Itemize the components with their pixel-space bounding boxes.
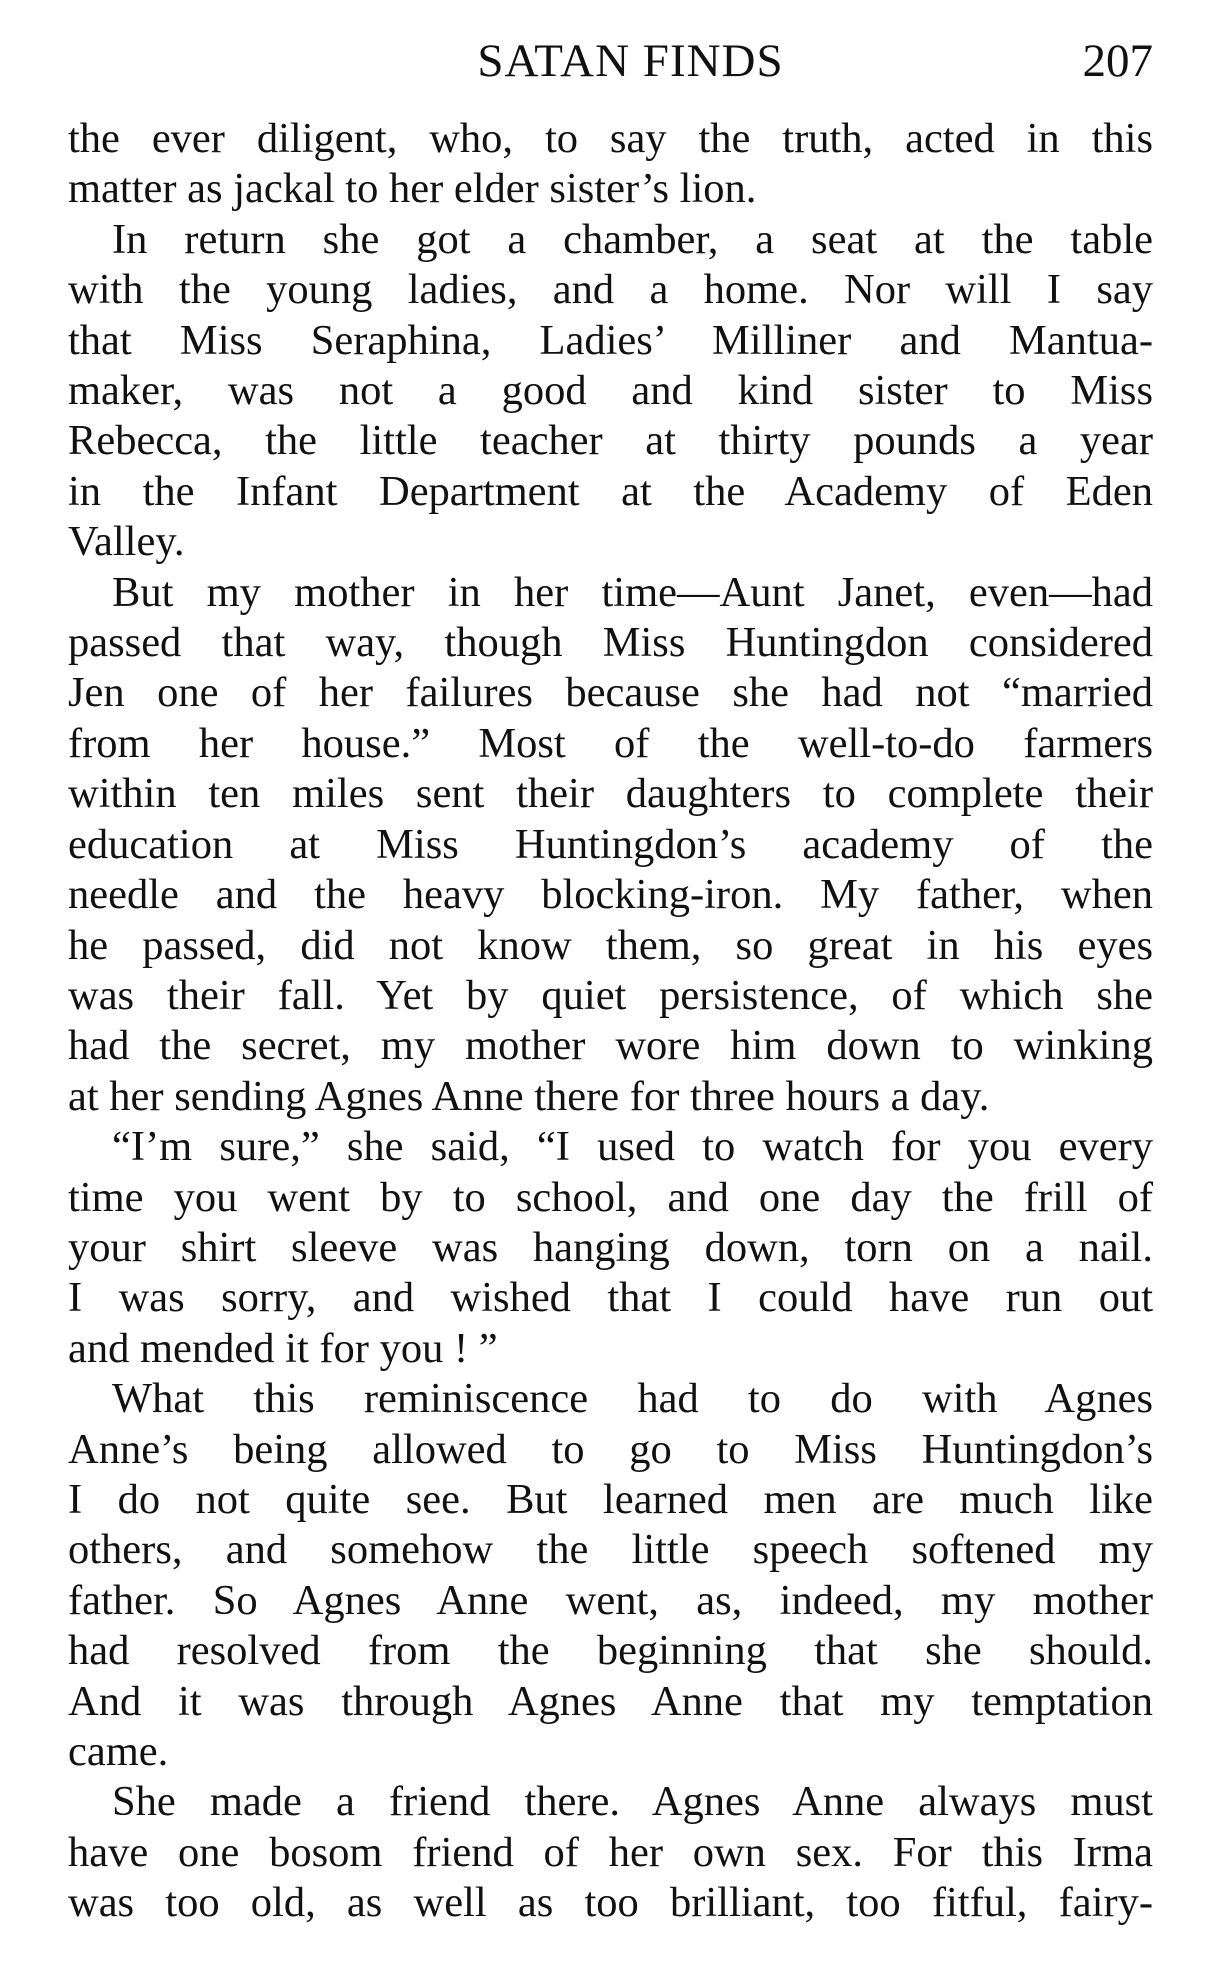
paragraph xyxy=(68,215,1153,568)
text-line: I was sorry, and wished that I could have run out xyxy=(68,1274,1153,1322)
text-line: maker, was not a good and kind sister to Miss xyxy=(68,367,1153,415)
text-line: that Miss Seraphina, Ladies’ Milliner and Mantua- xyxy=(68,316,1153,364)
book-page xyxy=(68,30,1153,1929)
text-line: passed that way, though Miss Huntingdon considered xyxy=(68,619,1153,667)
text-line: your shirt sleeve was hanging down, torn on a nail. xyxy=(68,1223,1153,1271)
paragraph xyxy=(68,1374,1153,1777)
paragraph xyxy=(68,1122,1153,1374)
text-line: in the Infant Department at the Academy of Eden xyxy=(68,467,1153,515)
text-line: and mended it for you ! ” xyxy=(68,1324,498,1372)
text-line: the ever diligent, who, to say the truth, acted in this xyxy=(68,115,1153,162)
text-line: came. xyxy=(68,1728,169,1775)
text-line: had resolved from the beginning that she should. xyxy=(68,1627,1153,1675)
text-line: And it was through Agnes Anne that my temptation xyxy=(68,1677,1153,1725)
text-line: father. So Agnes Anne went, as, indeed, my mother xyxy=(68,1576,1153,1624)
running-head xyxy=(68,30,1153,92)
text-line: Valley. xyxy=(68,518,185,566)
text-line: was too old, as well as too brilliant, too fitful, fairy- xyxy=(68,1879,1153,1927)
text-line: In return she got a chamber, a seat at the table xyxy=(112,215,1153,263)
page-number: 207 xyxy=(1082,35,1153,87)
text-line: had the secret, my mother wore him down to winking xyxy=(68,1022,1153,1070)
text-line: matter as jackal to her elder sister’s lion. xyxy=(68,165,757,213)
paragraph xyxy=(68,114,1153,215)
paragraph xyxy=(68,1777,1153,1928)
paragraph xyxy=(68,568,1153,1122)
text-line: was their fall. Yet by quiet persistence, of which she xyxy=(68,971,1153,1019)
text-line: with the young ladies, and a home. Nor will I say xyxy=(68,266,1153,314)
running-title: SATAN FINDS xyxy=(477,35,784,87)
text-line: others, and somehow the little speech softened my xyxy=(68,1526,1153,1574)
text-line: education at Miss Huntingdon’s academy of the xyxy=(68,820,1153,868)
text-line: from her house.” Most of the well-to-do farmers xyxy=(68,719,1153,767)
text-line: time you went by to school, and one day the frill of xyxy=(68,1173,1153,1221)
text-line: What this reminiscence had to do with Agnes xyxy=(112,1375,1153,1423)
text-line: he passed, did not know them, so great in his eyes xyxy=(68,921,1153,969)
text-line: Anne’s being allowed to go to Miss Huntingdon’s xyxy=(68,1425,1153,1473)
text-line: But my mother in her time—Aunt Janet, even—had xyxy=(112,568,1153,616)
text-line: have one bosom friend of her own sex. For this Irma xyxy=(68,1828,1153,1876)
text-line: “I’m sure,” she said, “I used to watch for you every xyxy=(112,1123,1153,1171)
text-line: Jen one of her failures because she had not “married xyxy=(68,669,1153,717)
body-text xyxy=(68,114,1153,1929)
text-line: Rebecca, the little teacher at thirty pounds a year xyxy=(68,417,1153,465)
text-line: I do not quite see. But learned men are much like xyxy=(68,1475,1153,1523)
text-line: at her sending Agnes Anne there for three hours a day. xyxy=(68,1072,990,1120)
text-line: needle and the heavy blocking-iron. My father, when xyxy=(68,871,1153,919)
text-line: within ten miles sent their daughters to complete their xyxy=(68,770,1153,818)
text-line: She made a friend there. Agnes Anne always must xyxy=(112,1778,1153,1826)
